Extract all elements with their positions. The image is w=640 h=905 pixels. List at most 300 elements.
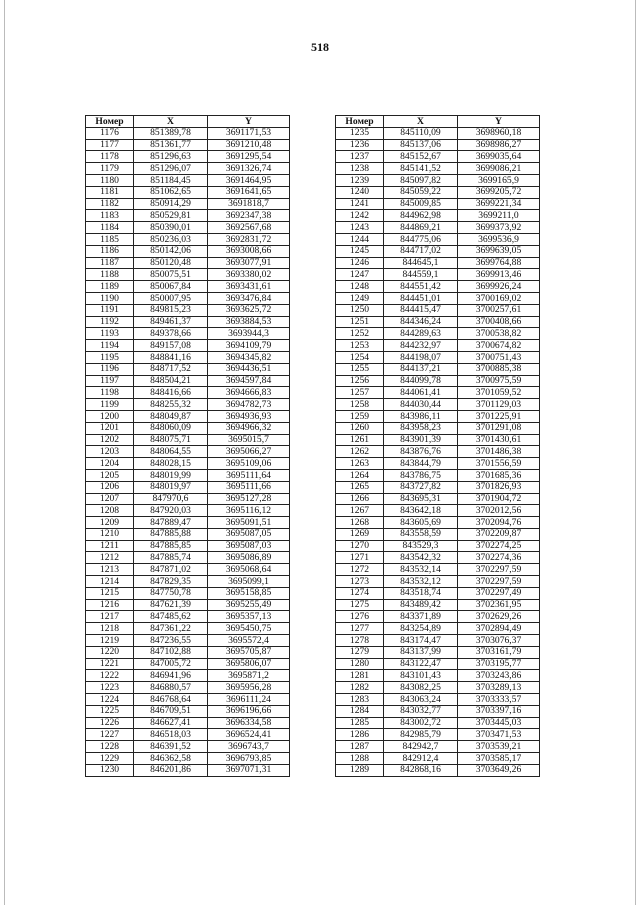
table-row: [86, 304, 290, 316]
cell-y: 3694597,84: [208, 375, 290, 387]
cell-x: 848841,16: [134, 351, 208, 363]
cell-number: 1183: [86, 210, 134, 222]
cell-y: 3695086,89: [208, 552, 290, 564]
cell-number: 1202: [86, 434, 134, 446]
table-row: [336, 517, 540, 529]
cell-y: 3702274,25: [458, 540, 540, 552]
cell-number: 1213: [86, 564, 134, 576]
cell-x: 843063,24: [384, 694, 458, 706]
cell-number: 1237: [336, 151, 384, 163]
right-scan-edge: [635, 0, 636, 905]
table-row: [86, 469, 290, 481]
cell-y: 3696743,7: [208, 741, 290, 753]
cell-x: 845059,22: [384, 186, 458, 198]
cell-x: 843082,25: [384, 682, 458, 694]
left-scan-edge: [4, 0, 5, 905]
cell-number: 1209: [86, 517, 134, 529]
cell-x: 847236,55: [134, 635, 208, 647]
cell-x: 851296,07: [134, 163, 208, 175]
cell-x: 850390,01: [134, 222, 208, 234]
cell-x: 843605,69: [384, 517, 458, 529]
cell-number: 1277: [336, 623, 384, 635]
cell-number: 1199: [86, 399, 134, 411]
cell-number: 1217: [86, 611, 134, 623]
cell-x: 848416,66: [134, 387, 208, 399]
cell-x: 842942,7: [384, 741, 458, 753]
cell-x: 850914,29: [134, 198, 208, 210]
cell-number: 1180: [86, 174, 134, 186]
table-row: [86, 552, 290, 564]
cell-y: 3695111,66: [208, 481, 290, 493]
cell-y: 3691818,7: [208, 198, 290, 210]
cell-number: 1192: [86, 316, 134, 328]
cell-number: 1281: [336, 670, 384, 682]
cell-number: 1246: [336, 257, 384, 269]
cell-number: 1247: [336, 269, 384, 281]
cell-number: 1196: [86, 363, 134, 375]
cell-number: 1188: [86, 269, 134, 281]
cell-number: 1249: [336, 292, 384, 304]
table-row: [336, 469, 540, 481]
cell-number: 1186: [86, 245, 134, 257]
table-row: [336, 198, 540, 210]
cell-y: 3700538,82: [458, 328, 540, 340]
table-row: [86, 682, 290, 694]
cell-number: 1191: [86, 304, 134, 316]
cell-x: 843695,31: [384, 493, 458, 505]
table-row: [86, 528, 290, 540]
table-row: [336, 587, 540, 599]
cell-number: 1289: [336, 764, 384, 776]
cell-y: 3703076,37: [458, 635, 540, 647]
cell-x: 847889,47: [134, 517, 208, 529]
cell-x: 847750,78: [134, 587, 208, 599]
cell-x: 844030,44: [384, 399, 458, 411]
cell-x: 850007,95: [134, 292, 208, 304]
cell-y: 3699926,24: [458, 281, 540, 293]
table-row: [336, 434, 540, 446]
cell-y: 3703397,16: [458, 705, 540, 717]
table-row: [86, 245, 290, 257]
cell-x: 847885,74: [134, 552, 208, 564]
table-row: [86, 363, 290, 375]
table-row: [86, 281, 290, 293]
cell-y: 3702274,36: [458, 552, 540, 564]
cell-x: 843986,11: [384, 410, 458, 422]
cell-number: 1264: [336, 469, 384, 481]
cell-x: 851062,65: [134, 186, 208, 198]
table-row: [336, 245, 540, 257]
table-row: [86, 658, 290, 670]
cell-x: 849461,37: [134, 316, 208, 328]
cell-x: 846768,64: [134, 694, 208, 706]
cell-x: 849157,08: [134, 340, 208, 352]
table-row: [86, 151, 290, 163]
table-row: [336, 646, 540, 658]
table-row: [86, 399, 290, 411]
table-row: [86, 764, 290, 776]
table-row: [336, 564, 540, 576]
table-row: [86, 481, 290, 493]
cell-x: 846709,51: [134, 705, 208, 717]
cell-x: 848028,15: [134, 458, 208, 470]
cell-x: 847485,62: [134, 611, 208, 623]
cell-y: 3696524,41: [208, 729, 290, 741]
cell-x: 848060,09: [134, 422, 208, 434]
table-row: [336, 257, 540, 269]
cell-number: 1280: [336, 658, 384, 670]
cell-number: 1223: [86, 682, 134, 694]
cell-y: 3695087,05: [208, 528, 290, 540]
cell-y: 3703539,21: [458, 741, 540, 753]
cell-y: 3694345,82: [208, 351, 290, 363]
cell-x: 843532,12: [384, 576, 458, 588]
cell-number: 1182: [86, 198, 134, 210]
cell-y: 3700408,66: [458, 316, 540, 328]
cell-number: 1224: [86, 694, 134, 706]
cell-x: 846362,58: [134, 753, 208, 765]
table-row: [86, 387, 290, 399]
cell-y: 3701129,03: [458, 399, 540, 411]
table-row: [86, 564, 290, 576]
table-row: [336, 458, 540, 470]
cell-y: 3695705,87: [208, 646, 290, 658]
table-row: [336, 281, 540, 293]
table-row: [336, 151, 540, 163]
cell-y: 3698986,27: [458, 139, 540, 151]
cell-number: 1177: [86, 139, 134, 151]
cell-y: 3691210,48: [208, 139, 290, 151]
cell-number: 1265: [336, 481, 384, 493]
cell-y: 3702297,59: [458, 576, 540, 588]
cell-y: 3691464,95: [208, 174, 290, 186]
cell-y: 3695127,28: [208, 493, 290, 505]
cell-x: 845141,52: [384, 163, 458, 175]
table-row: [336, 316, 540, 328]
cell-number: 1212: [86, 552, 134, 564]
cell-x: 844061,41: [384, 387, 458, 399]
cell-number: 1248: [336, 281, 384, 293]
table-row: [86, 257, 290, 269]
table-row: [336, 387, 540, 399]
cell-x: 851361,77: [134, 139, 208, 151]
cell-number: 1181: [86, 186, 134, 198]
cell-number: 1189: [86, 281, 134, 293]
cell-x: 844289,63: [384, 328, 458, 340]
table-row: [336, 505, 540, 517]
cell-number: 1276: [336, 611, 384, 623]
table-row: [336, 540, 540, 552]
cell-y: 3691171,53: [208, 127, 290, 139]
cell-y: 3694436,51: [208, 363, 290, 375]
cell-x: 843002,72: [384, 717, 458, 729]
cell-number: 1256: [336, 375, 384, 387]
table-row: [86, 753, 290, 765]
cell-y: 3693431,61: [208, 281, 290, 293]
cell-y: 3693884,53: [208, 316, 290, 328]
table-row: [86, 505, 290, 517]
cell-x: 843122,47: [384, 658, 458, 670]
table-row: [336, 599, 540, 611]
cell-x: 843901,39: [384, 434, 458, 446]
cell-number: 1216: [86, 599, 134, 611]
cell-y: 3693476,84: [208, 292, 290, 304]
cell-y: 3702629,26: [458, 611, 540, 623]
cell-y: 3701430,61: [458, 434, 540, 446]
cell-y: 3695871,2: [208, 670, 290, 682]
cell-y: 3694936,93: [208, 410, 290, 422]
cell-number: 1279: [336, 646, 384, 658]
cell-x: 843532,14: [384, 564, 458, 576]
cell-number: 1205: [86, 469, 134, 481]
cell-x: 844198,07: [384, 351, 458, 363]
cell-y: 3701486,38: [458, 446, 540, 458]
table-row: [86, 694, 290, 706]
cell-y: 3699913,46: [458, 269, 540, 281]
cell-number: 1235: [336, 127, 384, 139]
cell-x: 844775,06: [384, 233, 458, 245]
cell-y: 3703649,26: [458, 764, 540, 776]
table-row: [336, 304, 540, 316]
table-header-row: [86, 116, 290, 128]
cell-y: 3703333,57: [458, 694, 540, 706]
table-row: [336, 528, 540, 540]
cell-y: 3695109,06: [208, 458, 290, 470]
cell-x: 843371,89: [384, 611, 458, 623]
cell-number: 1272: [336, 564, 384, 576]
cell-y: 3701904,72: [458, 493, 540, 505]
cell-number: 1258: [336, 399, 384, 411]
table-row: [86, 587, 290, 599]
table-row: [86, 198, 290, 210]
cell-x: 847871,02: [134, 564, 208, 576]
cell-x: 842912,4: [384, 753, 458, 765]
cell-x: 844962,98: [384, 210, 458, 222]
cell-y: 3693008,66: [208, 245, 290, 257]
table-row: [336, 186, 540, 198]
cell-number: 1227: [86, 729, 134, 741]
cell-number: 1268: [336, 517, 384, 529]
header-number: Номер: [86, 116, 134, 128]
cell-x: 847829,35: [134, 576, 208, 588]
table-row: [86, 186, 290, 198]
cell-y: 3699211,0: [458, 210, 540, 222]
cell-y: 3696196,66: [208, 705, 290, 717]
cell-y: 3691641,65: [208, 186, 290, 198]
table-row: [336, 623, 540, 635]
cell-x: 843518,74: [384, 587, 458, 599]
cell-x: 845009,85: [384, 198, 458, 210]
cell-y: 3699221,34: [458, 198, 540, 210]
cell-y: 3699165,9: [458, 174, 540, 186]
cell-x: 842985,79: [384, 729, 458, 741]
cell-y: 3703585,17: [458, 753, 540, 765]
cell-number: 1254: [336, 351, 384, 363]
cell-number: 1210: [86, 528, 134, 540]
cell-number: 1286: [336, 729, 384, 741]
cell-x: 843727,82: [384, 481, 458, 493]
cell-x: 844137,21: [384, 363, 458, 375]
cell-number: 1204: [86, 458, 134, 470]
table-row: [336, 717, 540, 729]
cell-x: 843844,79: [384, 458, 458, 470]
cell-number: 1178: [86, 151, 134, 163]
table-row: [336, 635, 540, 647]
cell-x: 851296,63: [134, 151, 208, 163]
cell-number: 1252: [336, 328, 384, 340]
table-row: [86, 292, 290, 304]
table-row: [336, 328, 540, 340]
cell-y: 3702297,59: [458, 564, 540, 576]
table-row: [336, 611, 540, 623]
cell-y: 3692347,38: [208, 210, 290, 222]
cell-y: 3702094,76: [458, 517, 540, 529]
cell-x: 843174,47: [384, 635, 458, 647]
cell-number: 1282: [336, 682, 384, 694]
cell-y: 3701685,36: [458, 469, 540, 481]
cell-x: 844645,1: [384, 257, 458, 269]
table-row: [86, 351, 290, 363]
cell-number: 1208: [86, 505, 134, 517]
cell-y: 3700975,59: [458, 375, 540, 387]
cell-x: 848064,55: [134, 446, 208, 458]
cell-y: 3695015,7: [208, 434, 290, 446]
cell-x: 849378,66: [134, 328, 208, 340]
table-row: [336, 670, 540, 682]
cell-x: 844415,47: [384, 304, 458, 316]
cell-number: 1250: [336, 304, 384, 316]
cell-y: 3703445,03: [458, 717, 540, 729]
cell-number: 1195: [86, 351, 134, 363]
cell-number: 1207: [86, 493, 134, 505]
cell-number: 1179: [86, 163, 134, 175]
cell-y: 3703161,79: [458, 646, 540, 658]
cell-x: 843529,3: [384, 540, 458, 552]
cell-x: 843489,42: [384, 599, 458, 611]
cell-number: 1261: [336, 434, 384, 446]
cell-number: 1193: [86, 328, 134, 340]
cell-y: 3700257,61: [458, 304, 540, 316]
cell-x: 851184,45: [134, 174, 208, 186]
cell-x: 843642,18: [384, 505, 458, 517]
cell-number: 1271: [336, 552, 384, 564]
cell-y: 3701556,59: [458, 458, 540, 470]
table-row: [336, 741, 540, 753]
cell-number: 1288: [336, 753, 384, 765]
cell-x: 850120,48: [134, 257, 208, 269]
cell-y: 3695068,64: [208, 564, 290, 576]
cell-number: 1283: [336, 694, 384, 706]
cell-x: 847920,03: [134, 505, 208, 517]
cell-y: 3699536,9: [458, 233, 540, 245]
cell-y: 3703471,53: [458, 729, 540, 741]
table-row: [86, 517, 290, 529]
table-header-row: [336, 116, 540, 128]
cell-number: 1241: [336, 198, 384, 210]
table-row: [86, 576, 290, 588]
cell-number: 1266: [336, 493, 384, 505]
table-row: [336, 764, 540, 776]
cell-y: 3694782,73: [208, 399, 290, 411]
cell-y: 3698960,18: [458, 127, 540, 139]
page-number: 518: [311, 40, 329, 54]
coordinates-table-right: [335, 115, 540, 777]
table-row: [86, 269, 290, 281]
cell-y: 3701225,91: [458, 410, 540, 422]
table-row: [336, 139, 540, 151]
cell-x: 843876,76: [384, 446, 458, 458]
table-row: [86, 635, 290, 647]
cell-x: 846941,96: [134, 670, 208, 682]
cell-y: 3703289,13: [458, 682, 540, 694]
table-row: [336, 127, 540, 139]
cell-x: 847885,85: [134, 540, 208, 552]
cell-y: 3699086,21: [458, 163, 540, 175]
cell-x: 846518,03: [134, 729, 208, 741]
cell-x: 847970,6: [134, 493, 208, 505]
table-row: [336, 422, 540, 434]
cell-y: 3693077,91: [208, 257, 290, 269]
cell-number: 1221: [86, 658, 134, 670]
cell-x: 844559,1: [384, 269, 458, 281]
cell-y: 3694966,32: [208, 422, 290, 434]
cell-x: 847885,88: [134, 528, 208, 540]
cell-y: 3700751,43: [458, 351, 540, 363]
cell-x: 847361,22: [134, 623, 208, 635]
cell-y: 3702209,87: [458, 528, 540, 540]
table-row: [336, 729, 540, 741]
table-row: [336, 682, 540, 694]
cell-number: 1274: [336, 587, 384, 599]
cell-y: 3702297,49: [458, 587, 540, 599]
cell-number: 1245: [336, 245, 384, 257]
table-row: [336, 694, 540, 706]
cell-number: 1218: [86, 623, 134, 635]
table-row: [86, 493, 290, 505]
cell-number: 1242: [336, 210, 384, 222]
cell-y: 3695066,27: [208, 446, 290, 458]
cell-y: 3697071,31: [208, 764, 290, 776]
table-row: [86, 174, 290, 186]
header-y: Y: [208, 116, 290, 128]
cell-number: 1275: [336, 599, 384, 611]
cell-x: 844551,42: [384, 281, 458, 293]
cell-x: 843254,89: [384, 623, 458, 635]
cell-x: 846880,57: [134, 682, 208, 694]
cell-y: 3703195,77: [458, 658, 540, 670]
cell-y: 3700674,82: [458, 340, 540, 352]
cell-y: 3695255,49: [208, 599, 290, 611]
cell-y: 3696793,85: [208, 753, 290, 765]
cell-x: 843032,77: [384, 705, 458, 717]
cell-number: 1270: [336, 540, 384, 552]
cell-x: 850075,51: [134, 269, 208, 281]
cell-y: 3693625,72: [208, 304, 290, 316]
cell-y: 3695158,85: [208, 587, 290, 599]
cell-y: 3695450,75: [208, 623, 290, 635]
table-row: [336, 481, 540, 493]
cell-number: 1206: [86, 481, 134, 493]
table-row: [336, 210, 540, 222]
cell-number: 1222: [86, 670, 134, 682]
cell-number: 1190: [86, 292, 134, 304]
cell-x: 851389,78: [134, 127, 208, 139]
cell-x: 843786,75: [384, 469, 458, 481]
table-row: [86, 611, 290, 623]
cell-x: 844346,24: [384, 316, 458, 328]
cell-number: 1263: [336, 458, 384, 470]
cell-y: 3692831,72: [208, 233, 290, 245]
